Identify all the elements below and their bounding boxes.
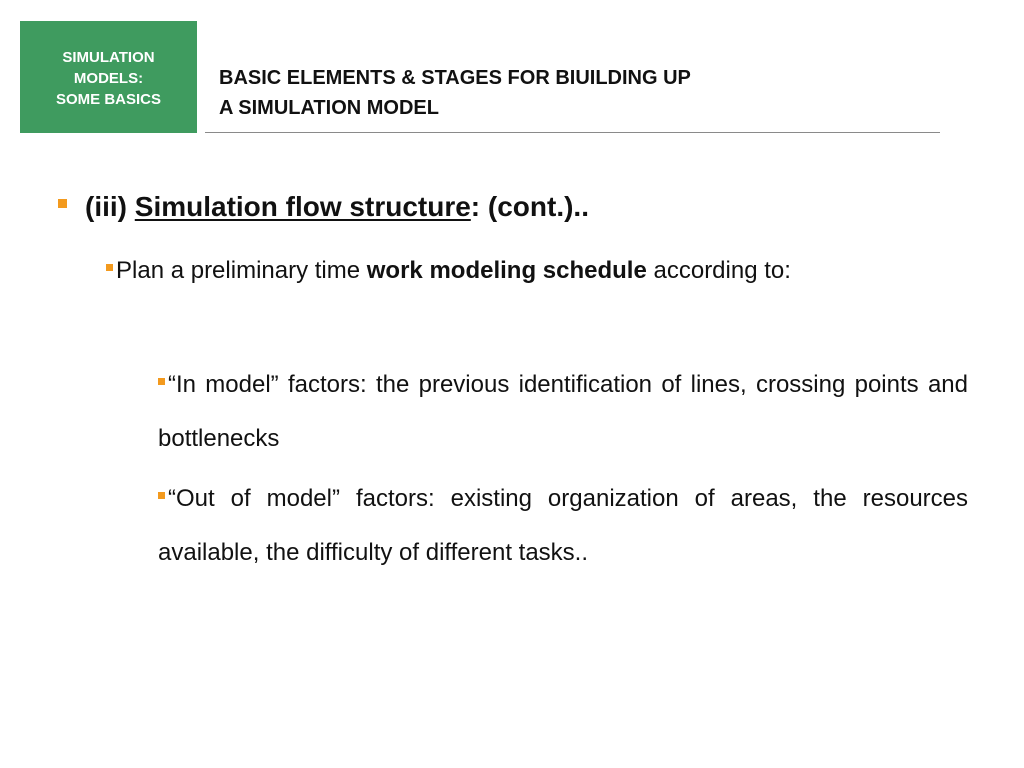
bullet-plan-text-before: Plan a preliminary time: [116, 257, 367, 284]
bullet-underlined-term: Simulation flow structure: [134, 191, 471, 222]
bullet-in-model-text: “In model” factors: the previous identification of lines, crossing points and bottlenecks: [158, 371, 968, 452]
square-bullet-icon: [58, 199, 67, 208]
section-badge-label: SIMULATION MODELS: SOME BASICS: [55, 48, 161, 108]
slide-title: [219, 63, 939, 123]
bullet-out-model: [158, 472, 968, 580]
section-badge: [20, 21, 197, 133]
bullet-level-1: [58, 183, 968, 231]
bullet-plan-bold-text: work modeling schedule: [366, 257, 647, 284]
slide-title-line-1: BASIC ELEMENTS & STAGES FOR BIUILDING UP: [219, 67, 691, 89]
bullet-prefix: (iii): [85, 191, 135, 222]
slide-title-line-2: A SIMULATION MODEL: [219, 97, 439, 119]
bullet-suffix: : (cont.)..: [470, 191, 589, 222]
bullet-plan: [106, 244, 968, 298]
title-divider: [205, 132, 940, 133]
square-bullet-icon: [158, 492, 165, 499]
square-bullet-icon: [158, 378, 165, 385]
bullet-level-1-text: [85, 191, 589, 222]
square-bullet-icon: [106, 264, 113, 271]
bullet-in-model: [158, 358, 968, 466]
bullet-plan-text-after: according to:: [646, 257, 791, 284]
bullet-out-model-text: “Out of model” factors: existing organization of areas, the resources available, the difficulty of different tasks..: [158, 485, 968, 566]
